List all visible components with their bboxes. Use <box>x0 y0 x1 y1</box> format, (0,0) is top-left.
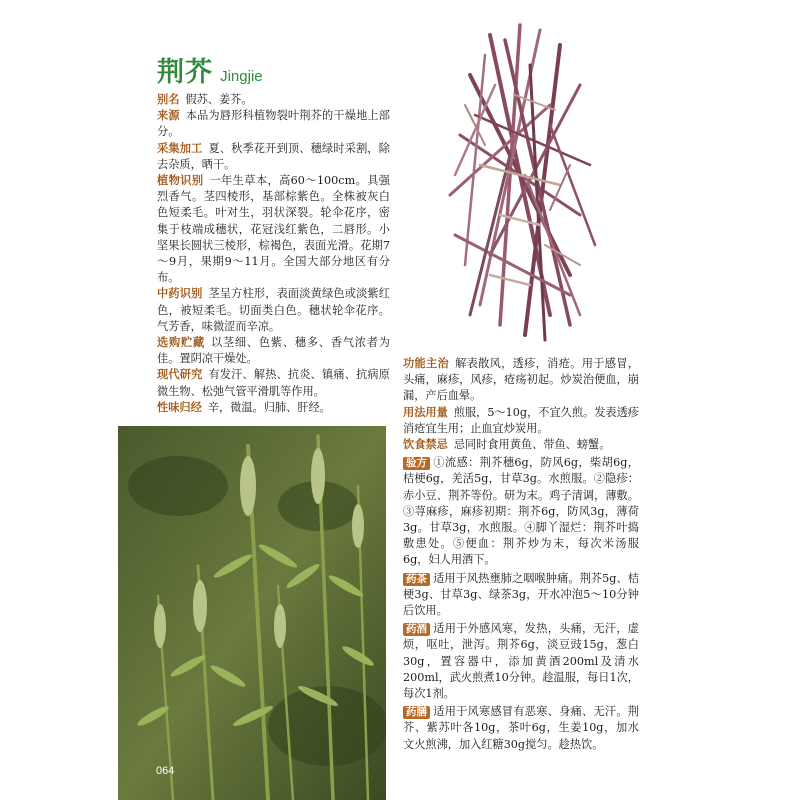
section-nature-meridian <box>157 400 390 416</box>
section-label: 功能主治 <box>403 357 450 370</box>
section-alias <box>157 92 390 108</box>
formula-tag: 验方 <box>403 457 430 470</box>
right-column-text <box>403 356 639 753</box>
plant-illustration <box>118 426 386 800</box>
formula-text: 适用于风热壅肺之咽喉肿痛。荆芥5g、桔梗3g、甘草3g、绿茶3g，开水冲泡5～10分钟后饮用。 <box>403 571 639 618</box>
section-label: 用法用量 <box>403 405 448 419</box>
section-label: 饮食禁忌 <box>403 438 448 452</box>
section-text: 夏、秋季花开到顶、穗绿时采割，除去杂质，晒干。 <box>157 141 390 171</box>
formula-text: 适用于外感风寒，发热，头痛，无汗，虚烦，呕吐，泄泻。荆芥6g，淡豆豉15g，葱白30g，置容器中，添加黄酒200ml及清水200ml，武火煎煮10分钟。趁温服，每日1次，每次1剂。 <box>403 622 639 701</box>
section-label: 别名 <box>157 93 180 106</box>
section-text: 茎呈方柱形，表面淡黄绿色或淡紫红色，被短柔毛。切面类白色。穗状轮伞花序。气芳香，味微涩而辛凉。 <box>157 287 390 333</box>
section-label: 性味归经 <box>157 400 202 414</box>
section-text: 本品为唇形科植物裂叶荆芥的干燥地上部分。 <box>157 109 390 139</box>
formula-text: ①流感：荆芥穗6g，防风6g，柴胡6g，桔梗6g，羌活5g，甘草3g。水煎服。②隐疹：赤小豆、荆芥等份。研为末。鸡子清调，薄敷。③荨麻疹，麻疹初期：荆芥6g，防风3g，薄荷3g。甘草3g，水煎服。④脚丫湿烂：荆芥叶捣敷患处。⑤便血：荆芥炒为末，每次米汤服6g，妇人用酒下。 <box>403 456 639 567</box>
dried-herb-illustration <box>430 15 608 347</box>
section-plant-id <box>157 173 390 286</box>
section-harvest <box>157 141 390 173</box>
formula-tag: 药膳 <box>403 706 430 719</box>
section-text: 假苏、姜芥。 <box>185 93 253 106</box>
section-modern-research <box>157 367 390 399</box>
section-functions <box>403 356 639 405</box>
section-text: 辛，微温。归肺、肝经。 <box>207 400 331 414</box>
dried-herb-photo <box>430 15 608 347</box>
plant-photo <box>118 426 386 800</box>
formula-tag: 药酒 <box>403 623 430 636</box>
section-label: 采集加工 <box>157 141 203 155</box>
formula-tag: 药茶 <box>403 573 430 586</box>
formula-diet <box>403 704 639 753</box>
section-diet-taboo <box>403 437 639 453</box>
formula-tea <box>403 571 639 620</box>
section-label: 来源 <box>157 109 180 123</box>
section-text: 忌同时食用黄鱼、带鱼、螃蟹。 <box>453 438 611 452</box>
section-text: 一年生草本，高60～100cm。具强烈香气。茎四棱形，基部棕紫色。全株被灰白色短柔毛。叶对生，羽状深裂。轮伞花序，密集于枝端成穗状，花冠浅红紫色，二唇形。小坚果长圆状三棱形，棕褐色，表面光滑。花期7～9月，果期9～11月。全国大部分地区有分布。 <box>157 174 390 285</box>
section-label: 选购贮藏 <box>157 336 205 350</box>
page-number: 064 <box>156 765 175 777</box>
title-pinyin: Jingjie <box>220 68 263 85</box>
page-title <box>157 50 263 88</box>
section-text: 解表散风，透疹，消疮。用于感冒，头痛，麻疹，风疹，疮疡初起。炒炭治便血，崩漏，产后血晕。 <box>403 357 639 403</box>
section-source <box>157 108 390 140</box>
formula-wine <box>403 621 639 702</box>
section-text: 煎服，5～10g，不宜久煎。发表透疹消疮宜生用；止血宜炒炭用。 <box>403 405 639 435</box>
section-label: 植物识别 <box>157 174 204 188</box>
section-dosage <box>403 405 639 437</box>
formula-text: 适用于风寒感冒有恶寒、身痛、无汗。荆芥、紫苏叶各10g，茶叶6g，生姜10g，加水文火煎沸，加入红糖30g搅匀。趁热饮。 <box>403 705 639 751</box>
formula-prescriptions <box>403 455 639 568</box>
section-text: 有发汗、解热、抗炎、镇痛、抗病原微生物、松弛气管平滑肌等作用。 <box>157 368 390 398</box>
section-text: 以茎细、色紫、穗多、香气浓者为佳。置阴凉干燥处。 <box>157 336 390 366</box>
title-chinese: 荆芥 <box>157 57 213 88</box>
section-herb-id <box>157 286 390 335</box>
section-purchase-storage <box>157 335 390 367</box>
left-column-text <box>157 92 390 416</box>
section-label: 现代研究 <box>157 368 203 382</box>
section-label: 中药识别 <box>157 287 203 301</box>
